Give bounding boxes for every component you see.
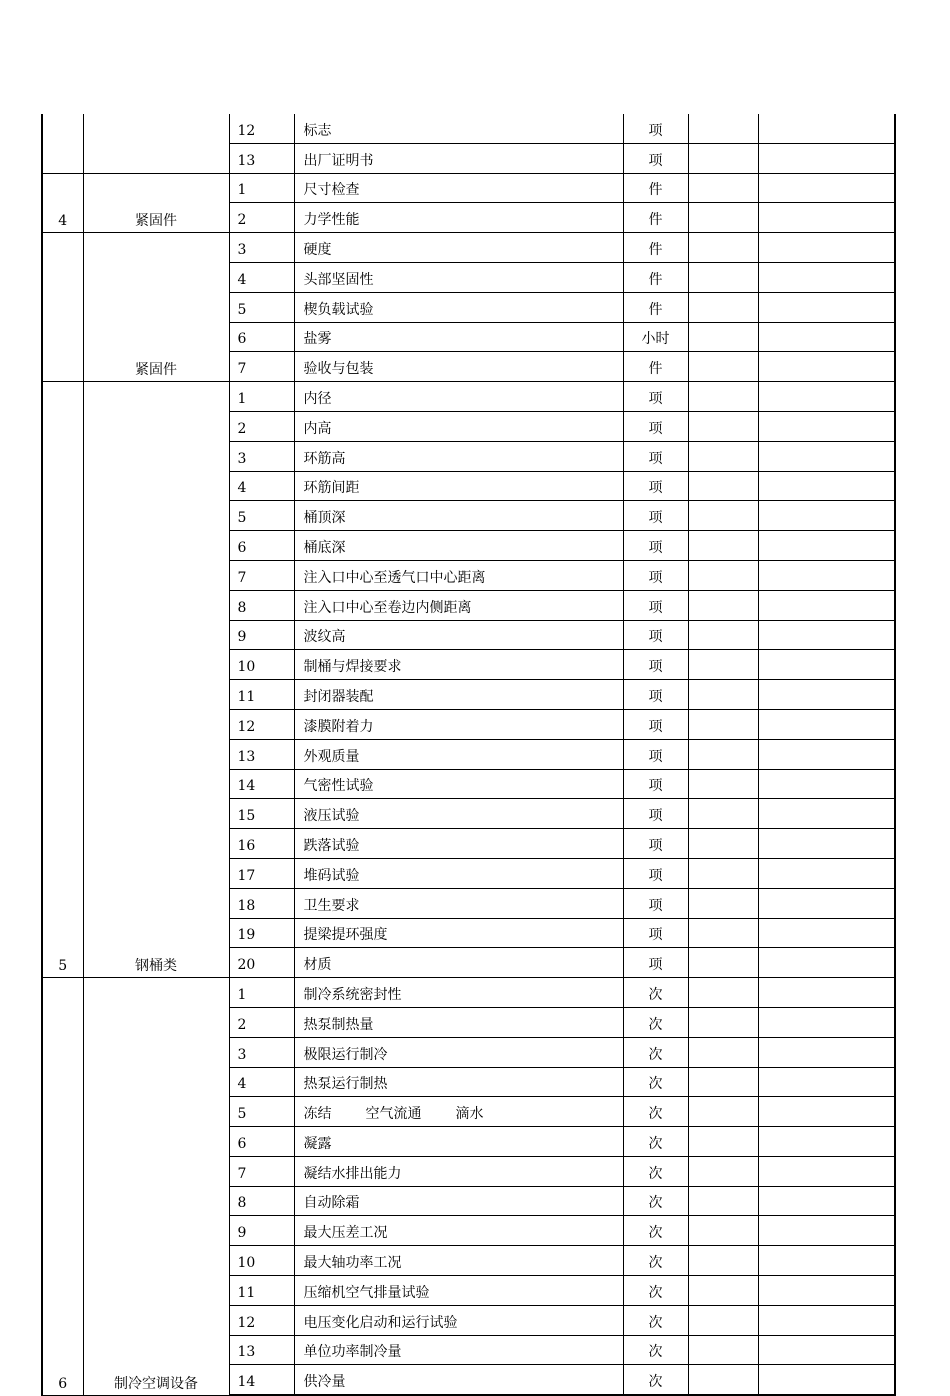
test-item-cell: 热泵制热量: [294, 1007, 623, 1037]
blank-cell: [758, 799, 895, 829]
test-item-cell: 环筋间距: [294, 471, 623, 501]
blank-cell: [688, 114, 758, 143]
test-item-cell: 单位功率制冷量: [294, 1335, 623, 1365]
blank-cell: [758, 948, 895, 978]
unit-cell: 项: [623, 948, 688, 978]
unit-cell: 项: [623, 590, 688, 620]
sequence-cell: 4: [229, 471, 294, 501]
unit-cell: 项: [623, 620, 688, 650]
blank-cell: [688, 1156, 758, 1186]
group-number-cell: [42, 114, 83, 173]
sequence-cell: 4: [229, 1067, 294, 1097]
blank-cell: [688, 441, 758, 471]
blank-cell: [688, 650, 758, 680]
blank-cell: [758, 739, 895, 769]
blank-cell: [758, 620, 895, 650]
blank-cell: [758, 382, 895, 412]
blank-cell: [688, 1276, 758, 1306]
test-item-cell: 材质: [294, 948, 623, 978]
sequence-cell: 12: [229, 709, 294, 739]
test-item-cell: 标志: [294, 114, 623, 143]
group-number-cell: [42, 233, 83, 382]
blank-cell: [758, 352, 895, 382]
sequence-cell: 8: [229, 1186, 294, 1216]
sequence-cell: 12: [229, 1305, 294, 1335]
blank-cell: [688, 858, 758, 888]
sequence-cell: 9: [229, 1216, 294, 1246]
sequence-cell: 13: [229, 143, 294, 173]
blank-cell: [758, 709, 895, 739]
unit-cell: 项: [623, 709, 688, 739]
blank-cell: [758, 560, 895, 590]
unit-cell: 项: [623, 531, 688, 561]
test-item-cell: 出厂证明书: [294, 143, 623, 173]
blank-cell: [688, 948, 758, 978]
blank-cell: [758, 1007, 895, 1037]
unit-cell: 次: [623, 1007, 688, 1037]
test-item-cell: 液压试验: [294, 799, 623, 829]
test-item-cell: 自动除霜: [294, 1186, 623, 1216]
blank-cell: [758, 1216, 895, 1246]
blank-cell: [688, 233, 758, 263]
unit-cell: 件: [623, 233, 688, 263]
category-cell: [83, 114, 229, 173]
group-number-cell: 4: [42, 173, 83, 233]
blank-cell: [758, 143, 895, 173]
blank-cell: [688, 1037, 758, 1067]
unit-cell: 次: [623, 1127, 688, 1157]
unit-cell: 项: [623, 858, 688, 888]
sequence-cell: 1: [229, 978, 294, 1008]
test-item-cell: 跌落试验: [294, 829, 623, 859]
blank-cell: [758, 1305, 895, 1335]
blank-cell: [688, 978, 758, 1008]
blank-cell: [688, 1186, 758, 1216]
test-item-cell: 电压变化启动和运行试验: [294, 1305, 623, 1335]
unit-cell: 件: [623, 352, 688, 382]
sequence-cell: 1: [229, 382, 294, 412]
sequence-cell: 2: [229, 411, 294, 441]
test-item-cell: 提梁提环强度: [294, 918, 623, 948]
blank-cell: [688, 739, 758, 769]
unit-cell: 次: [623, 1037, 688, 1067]
sequence-cell: 6: [229, 1127, 294, 1157]
blank-cell: [688, 1246, 758, 1276]
blank-cell: [688, 1097, 758, 1127]
blank-cell: [688, 1127, 758, 1157]
blank-cell: [758, 978, 895, 1008]
test-item-cell: 凝露: [294, 1127, 623, 1157]
unit-cell: 项: [623, 560, 688, 590]
blank-cell: [758, 531, 895, 561]
test-item-cell: 硬度: [294, 233, 623, 263]
test-item-part: 冻结: [303, 1106, 332, 1123]
blank-cell: [688, 1067, 758, 1097]
unit-cell: 次: [623, 1097, 688, 1127]
test-item-cell: 制桶与焊接要求: [294, 650, 623, 680]
blank-cell: [688, 680, 758, 710]
unit-cell: 次: [623, 1186, 688, 1216]
unit-cell: 次: [623, 1067, 688, 1097]
blank-cell: [688, 411, 758, 441]
sequence-cell: 3: [229, 1037, 294, 1067]
blank-cell: [688, 292, 758, 322]
blank-cell: [688, 531, 758, 561]
test-item-cell: 制冷系统密封性: [294, 978, 623, 1008]
sequence-cell: 4: [229, 262, 294, 292]
blank-cell: [688, 1365, 758, 1395]
sequence-cell: 19: [229, 918, 294, 948]
category-cell: 紧固件: [83, 173, 229, 233]
sequence-cell: 9: [229, 620, 294, 650]
unit-cell: 项: [623, 918, 688, 948]
test-item-cell: 注入口中心至透气口中心距离: [294, 560, 623, 590]
blank-cell: [758, 1037, 895, 1067]
blank-cell: [688, 1335, 758, 1365]
sequence-cell: 17: [229, 858, 294, 888]
unit-cell: 项: [623, 829, 688, 859]
test-item-cell: 堆码试验: [294, 858, 623, 888]
unit-cell: 件: [623, 173, 688, 203]
blank-cell: [758, 441, 895, 471]
sequence-cell: 10: [229, 1246, 294, 1276]
sequence-cell: 14: [229, 769, 294, 799]
sequence-cell: 13: [229, 739, 294, 769]
unit-cell: 项: [623, 739, 688, 769]
blank-cell: [688, 203, 758, 233]
unit-cell: 项: [623, 799, 688, 829]
unit-cell: 次: [623, 1305, 688, 1335]
group-number-cell: 5: [42, 382, 83, 978]
test-item-cell: [294, 1097, 623, 1127]
unit-cell: 项: [623, 680, 688, 710]
sequence-cell: 7: [229, 560, 294, 590]
blank-cell: [758, 1097, 895, 1127]
sequence-cell: 10: [229, 650, 294, 680]
blank-cell: [688, 709, 758, 739]
sequence-cell: 2: [229, 203, 294, 233]
blank-cell: [688, 352, 758, 382]
category-cell: 钢桶类: [83, 382, 229, 978]
sequence-cell: 13: [229, 1335, 294, 1365]
blank-cell: [758, 411, 895, 441]
blank-cell: [688, 382, 758, 412]
inspection-items-table: [41, 114, 896, 1396]
sequence-cell: 12: [229, 114, 294, 143]
blank-cell: [758, 1067, 895, 1097]
unit-cell: 次: [623, 1156, 688, 1186]
blank-cell: [758, 858, 895, 888]
sequence-cell: 3: [229, 441, 294, 471]
sequence-cell: 3: [229, 233, 294, 263]
unit-cell: 项: [623, 382, 688, 412]
table-row: [42, 114, 895, 143]
blank-cell: [688, 501, 758, 531]
blank-cell: [758, 1335, 895, 1365]
sequence-cell: 7: [229, 1156, 294, 1186]
sequence-cell: 16: [229, 829, 294, 859]
sequence-cell: 15: [229, 799, 294, 829]
test-item-cell: 热泵运行制热: [294, 1067, 623, 1097]
blank-cell: [688, 262, 758, 292]
unit-cell: 件: [623, 262, 688, 292]
unit-cell: 件: [623, 203, 688, 233]
blank-cell: [688, 322, 758, 352]
sequence-cell: 5: [229, 501, 294, 531]
blank-cell: [758, 114, 895, 143]
test-item-cell: 验收与包装: [294, 352, 623, 382]
blank-cell: [688, 173, 758, 203]
unit-cell: 项: [623, 411, 688, 441]
blank-cell: [758, 322, 895, 352]
test-item-cell: 漆膜附着力: [294, 709, 623, 739]
category-cell: 紧固件: [83, 233, 229, 382]
test-item-cell: 最大压差工况: [294, 1216, 623, 1246]
unit-cell: 项: [623, 114, 688, 143]
test-item-part: 滴水: [455, 1106, 484, 1123]
unit-cell: 次: [623, 1216, 688, 1246]
blank-cell: [758, 292, 895, 322]
sequence-cell: 5: [229, 292, 294, 322]
sequence-cell: 6: [229, 531, 294, 561]
unit-cell: 次: [623, 1335, 688, 1365]
sequence-cell: 11: [229, 1276, 294, 1306]
unit-cell: 项: [623, 650, 688, 680]
sequence-cell: 7: [229, 352, 294, 382]
unit-cell: 小时: [623, 322, 688, 352]
blank-cell: [688, 888, 758, 918]
unit-cell: 次: [623, 1365, 688, 1395]
test-item-cell: 极限运行制冷: [294, 1037, 623, 1067]
blank-cell: [758, 233, 895, 263]
test-item-cell: 桶底深: [294, 531, 623, 561]
blank-cell: [688, 769, 758, 799]
test-item-cell: 最大轴功率工况: [294, 1246, 623, 1276]
blank-cell: [758, 769, 895, 799]
blank-cell: [688, 829, 758, 859]
test-item-cell: 内高: [294, 411, 623, 441]
blank-cell: [688, 143, 758, 173]
blank-cell: [758, 650, 895, 680]
test-item-cell: 楔负载试验: [294, 292, 623, 322]
blank-cell: [688, 590, 758, 620]
blank-cell: [688, 560, 758, 590]
blank-cell: [758, 501, 895, 531]
blank-cell: [688, 471, 758, 501]
blank-cell: [758, 680, 895, 710]
test-item-cell: 桶顶深: [294, 501, 623, 531]
blank-cell: [688, 918, 758, 948]
blank-cell: [688, 799, 758, 829]
test-item-cell: 气密性试验: [294, 769, 623, 799]
test-item-cell: 波纹高: [294, 620, 623, 650]
sequence-cell: 2: [229, 1007, 294, 1037]
table-row: [42, 173, 895, 203]
blank-cell: [758, 471, 895, 501]
blank-cell: [758, 829, 895, 859]
test-item-cell: 注入口中心至卷边内侧距离: [294, 590, 623, 620]
test-item-cell: 头部坚固性: [294, 262, 623, 292]
unit-cell: 项: [623, 143, 688, 173]
blank-cell: [688, 1305, 758, 1335]
test-item-cell: 外观质量: [294, 739, 623, 769]
unit-cell: 项: [623, 441, 688, 471]
blank-cell: [688, 1007, 758, 1037]
blank-cell: [758, 262, 895, 292]
blank-cell: [758, 590, 895, 620]
sequence-cell: 18: [229, 888, 294, 918]
test-item-cell: 卫生要求: [294, 888, 623, 918]
table-body: [42, 114, 895, 1395]
sequence-cell: 11: [229, 680, 294, 710]
unit-cell: 件: [623, 292, 688, 322]
sequence-cell: 14: [229, 1365, 294, 1395]
unit-cell: 项: [623, 501, 688, 531]
blank-cell: [758, 173, 895, 203]
unit-cell: 项: [623, 888, 688, 918]
test-item-cell: 盐雾: [294, 322, 623, 352]
table-row: [42, 978, 895, 1008]
test-item-cell: 封闭器装配: [294, 680, 623, 710]
test-item-cell: 环筋高: [294, 441, 623, 471]
unit-cell: 次: [623, 1276, 688, 1306]
blank-cell: [688, 1216, 758, 1246]
table-row: [42, 382, 895, 412]
sequence-cell: 8: [229, 590, 294, 620]
sequence-cell: 6: [229, 322, 294, 352]
unit-cell: 次: [623, 978, 688, 1008]
blank-cell: [758, 918, 895, 948]
unit-cell: 项: [623, 769, 688, 799]
blank-cell: [758, 1246, 895, 1276]
sequence-cell: 20: [229, 948, 294, 978]
blank-cell: [758, 1365, 895, 1395]
blank-cell: [758, 1156, 895, 1186]
blank-cell: [688, 620, 758, 650]
blank-cell: [758, 1127, 895, 1157]
blank-cell: [758, 1276, 895, 1306]
sequence-cell: 5: [229, 1097, 294, 1127]
test-item-cell: 内径: [294, 382, 623, 412]
test-item-part: 空气流通: [365, 1106, 422, 1123]
test-item-cell: 尺寸检查: [294, 173, 623, 203]
category-cell: 制冷空调设备: [83, 978, 229, 1396]
blank-cell: [758, 888, 895, 918]
unit-cell: 项: [623, 471, 688, 501]
table-row: [42, 233, 895, 263]
test-item-cell: 压缩机空气排量试验: [294, 1276, 623, 1306]
blank-cell: [758, 1186, 895, 1216]
test-item-cell: 供冷量: [294, 1365, 623, 1395]
test-item-cell: 凝结水排出能力: [294, 1156, 623, 1186]
sequence-cell: 1: [229, 173, 294, 203]
blank-cell: [758, 203, 895, 233]
group-number-cell: 6: [42, 978, 83, 1396]
test-item-cell: 力学性能: [294, 203, 623, 233]
unit-cell: 次: [623, 1246, 688, 1276]
